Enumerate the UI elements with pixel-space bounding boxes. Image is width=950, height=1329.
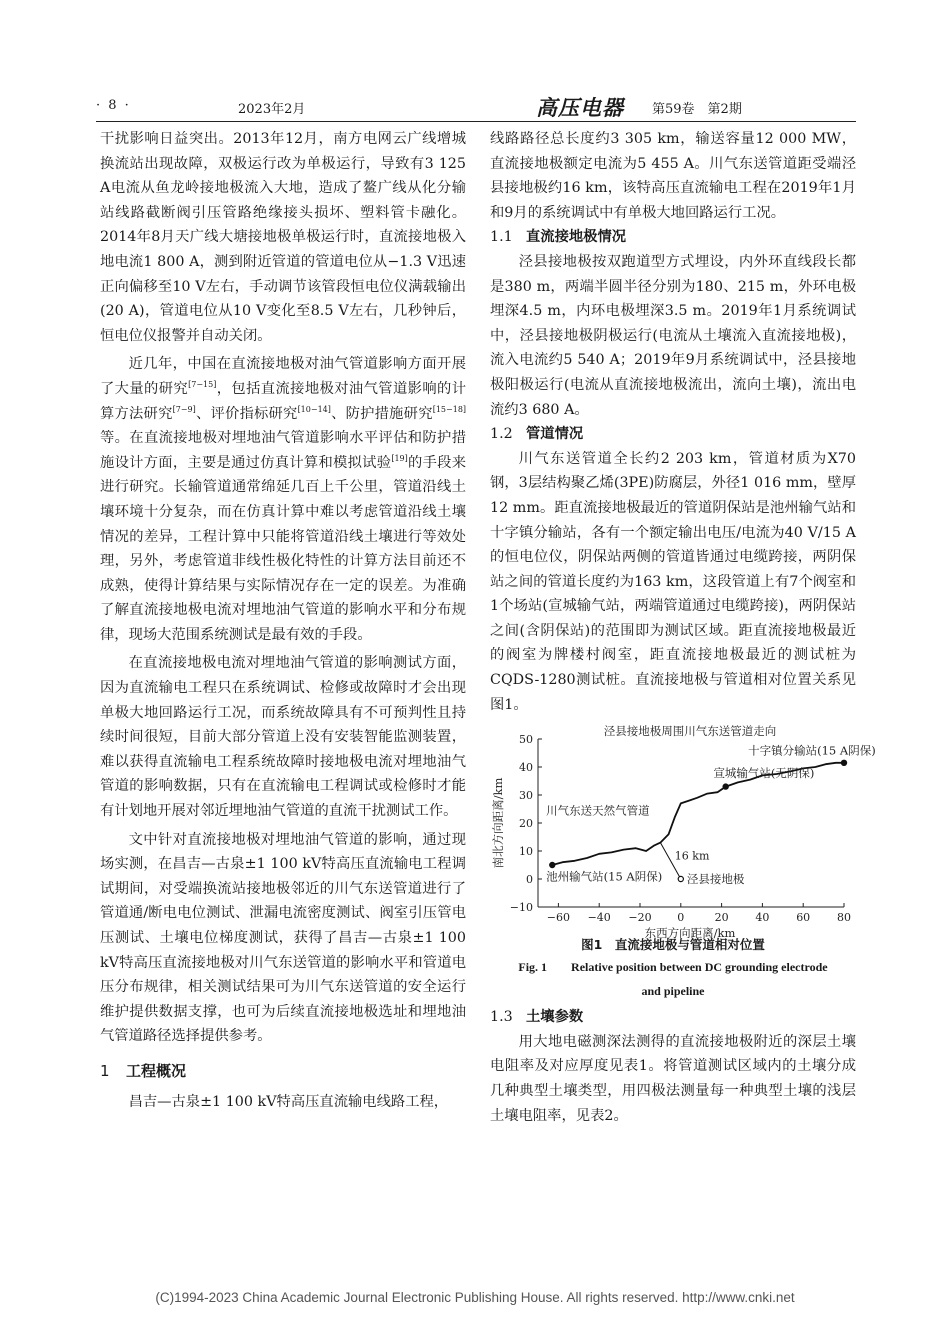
x-axis-label: 东西方向距离/km: [644, 926, 736, 941]
point-shizizhen-station-marker: [841, 760, 846, 765]
citation-10-14[interactable]: [10−14]: [297, 404, 331, 414]
point-jingxian-electrode-label: 泾县接地极: [686, 872, 745, 887]
section-1-1-number: 1.1: [490, 229, 513, 246]
y-tick-label: 40: [519, 761, 533, 775]
left-para-3: 在直流接地极电流对埋地油气管道的影响测试方面，因为直流输电工程只在系统调试、检修或故障时才会出现单极大地回路运行工况，而系统故障具有不可预判性且持续时间很短，目前大部分管道上没有安装智能监测装置，难以获得直流输电工程系统故障时接地极电流对埋地油气管道的影响数据，只有在直流输电工程调试或检修时才能有计划地开展对邻近埋地油气管道的直流干扰测试工作。: [100, 655, 466, 820]
point-xuancheng-station-label: 宣城输气站(无阴保): [713, 766, 815, 781]
x-tick-label: −60: [546, 911, 571, 925]
right-para-4: 用大地电磁测深法测得的直流接地极附近的深层土壤电阻率及对应厚度见表1。将管道测试区域内的土壤分成几种典型土壤类型，用四极法测量每一种典型土壤的浅层土壤电阻率，见表2。: [490, 1033, 856, 1124]
x-tick-label: 20: [714, 911, 729, 925]
section-1-title: 工程概况: [126, 1061, 187, 1080]
para2-text-5: 等。在直流接地极对埋地油气管道影响水平评估和防护措施设计方面，主要是通过仿真计算和模拟试验: [100, 430, 466, 471]
copyright-footer: (C)1994-2023 China Academic Journal Electronic Publishing House. All rights reserved. http://www.cnki.net: [155, 1290, 795, 1305]
section-1-1-title: 直流接地极情况: [526, 229, 627, 246]
y-tick-label: −10: [509, 901, 533, 915]
figure-1-chart: [490, 721, 876, 941]
figure-1-caption-en: [490, 955, 856, 1003]
right-column: [490, 127, 876, 1128]
right-para-1: 线路路径总长度约3 305 km，输送容量12 000 MW，直流接地极额定电流为5 455 A。川气东送管道距受端泾县接地极约16 km，该特高压直流输电工程在2019年1月和9月的系统调试中有单极大地回路运行工况。: [490, 131, 856, 221]
section-1-3-number: 1.3: [490, 1009, 513, 1026]
chart-title: 泾县接地极周围川气东送管道走向: [603, 724, 777, 739]
point-xuancheng-station-marker: [723, 784, 728, 789]
citation-19[interactable]: [19]: [391, 453, 408, 463]
section-1-2-number: 1.2: [490, 426, 513, 443]
para2-text-2: ，包括直流接地极对油气管道影响的计算方法研究: [100, 380, 467, 422]
y-tick-label: 0: [526, 873, 533, 887]
page-number: · 8 ·: [96, 98, 131, 113]
figure-1-caption-en-line-2: and pipeline: [641, 984, 705, 999]
page-header: [96, 94, 856, 120]
y-tick-label: 20: [519, 817, 533, 831]
y-tick-label: 10: [519, 845, 533, 859]
right-para-2: 泾县接地极按双跑道型方式埋设，内外环直线段长都是380 m，两端半圆半径分别为180、215 m，外环电极埋深4.5 m，内环电极埋深3.5 m。2019年1月系统调试中，泾县接地极阴极运行(电流从土壤流入直流接地极)，流入电流约5 540 A；2019年9月系统调试中，泾县接地极阳极运行(电流从直流接地极流出，流向土壤)，流出电流约3 680 A。: [490, 253, 856, 418]
left-para-4: 文中针对直流接地极对埋地油气管道的影响，通过现场实测，在昌吉—古泉±1 100 kV特高压直流输电工程调试期间，对受端换流站接地极邻近的川气东送管道进行了管道通/断电电位测试、泄漏电流密度测试、阀室引压管电压测试、土壤电位梯度测试，获得了昌吉—古泉±1 100 kV特高压直流接地极对川气东送管道的影响水平和管道电压分布规律，相关测试结果可为川气东送管道的安全运行维护提供数据支撑，也可为后续直流接地极选址和埋地油气管道路径选择提供参考。: [100, 831, 466, 1045]
section-1-2-title: 管道情况: [526, 426, 584, 443]
section-1-3-title: 土壤参数: [526, 1009, 584, 1026]
citation-7-9[interactable]: [7−9]: [172, 404, 196, 414]
volume-issue: 第59卷 第2期: [652, 102, 742, 117]
point-chizhou-station-marker: [550, 863, 555, 868]
figure-1: [490, 721, 876, 941]
point-chizhou-station-label: 池州输气站(15 A阴保): [546, 869, 663, 884]
journal-title: 高压电器: [536, 95, 624, 120]
distance-label: 16 km: [674, 849, 710, 863]
figure-1-caption-cn: 图1 直流接地极与管道相对位置: [581, 937, 765, 953]
y-tick-label: 50: [519, 733, 533, 747]
para2-text-6: 的手段来进行研究。长输管道通常绵延几百上千公里，管道沿线土壤环境十分复杂，而在仿真计算中难以考虑管道沿线土壤情况的差异，工程计算中只能将管道沿线土壤进行等效处理，另外，考虑管道非线性极化特性的计算方法目前还不成熟，使得计算结果与实际情况存在一定的误差。为准确了解直流接地极电流对埋地油气管道的影响水平和分布规律，现场大范围系统测试是最有效的手段。: [100, 454, 467, 643]
x-tick-label: −20: [628, 911, 652, 925]
para2-text-4: 、防护措施研究: [330, 405, 433, 422]
header-rule: [96, 121, 856, 122]
right-para-3: 川气东送管道全长约2 203 km，管道材质为X70钢，3层结构聚乙烯(3PE)防腐层，外径1 016 mm，壁厚12 mm。距直流接地极最近的管道阴保站是池州输气站和十字镇分输站，各有一个额定输出电压/电流为40 V/15 A的恒电位仪，阴保站两侧的管道皆通过电缆跨接，两阴保站之间的管道长度约为163 km，这段管道上有7个阀室和1个场站(宣城输气站，两端管道通过电缆跨接)，两阴保站之间(含阴保站)的范围即为测试区域。距直流接地极最近的阀室为牌楼村阀室，距直流接地极最近的测试桩为CQDS-1280测试桩。直流接地极与管道相对位置关系见图1。: [490, 450, 856, 713]
left-column: [100, 127, 466, 1114]
section-1-2-heading: [490, 422, 856, 447]
left-para-2: [100, 352, 466, 647]
para2-text-1: 近几年，中国在直流接地极对油气管道影响方面开展了大量的研究: [100, 356, 466, 397]
section-1-3-heading: [490, 1005, 856, 1030]
section-1-1-heading: [490, 225, 856, 250]
figure-1-caption-en-line-1: Fig. 1 Relative position between DC grounding electrode: [518, 960, 828, 975]
point-shizizhen-station-label: 十字镇分输站(15 A阴保): [748, 743, 876, 758]
x-tick-label: 40: [755, 911, 770, 925]
section-1-number: 1: [100, 1061, 110, 1080]
left-para-1: 干扰影响日益突出。2013年12月，南方电网云广线增城换流站出现故障，双极运行改为单极运行，导致有3 125 A电流从鱼龙岭接地极流入大地，造成了鳌广线从化分输站线路截断阀引压管路绝缘接头损坏、塑料管卡融化。2014年8月天广线大塘接地极单极运行时，直流接地极入地电流1 800 A，测到附近管道的管道电位从−1.3 V迅速正向偏移至10 V左右，手动调节该管段恒电位仪满载输出(20 A)，管道电位从10 V变化至8.5 V左右，几秒钟后，恒电位仪报警并自动关闭。: [100, 131, 466, 344]
para2-text-3: 、评价指标研究: [195, 405, 298, 422]
x-tick-label: 0: [677, 911, 685, 925]
x-tick-label: −40: [587, 911, 611, 925]
issue-date: 2023年2月: [238, 102, 306, 117]
x-tick-label: 80: [837, 911, 851, 925]
left-para-5: 昌吉—古泉±1 100 kV特高压直流输电线路工程，: [128, 1093, 449, 1110]
y-axis-label: 南北方向距离/km: [491, 777, 505, 869]
pipeline-label: 川气东送天然气管道: [546, 803, 650, 818]
x-tick-label: 60: [796, 911, 811, 925]
citation-7-15[interactable]: [7−15]: [188, 380, 217, 390]
y-tick-label: 30: [519, 789, 533, 803]
section-1-heading: [100, 1059, 466, 1084]
citation-15-18[interactable]: [15−18]: [432, 404, 467, 414]
point-jingxian-electrode-marker: [678, 877, 683, 882]
